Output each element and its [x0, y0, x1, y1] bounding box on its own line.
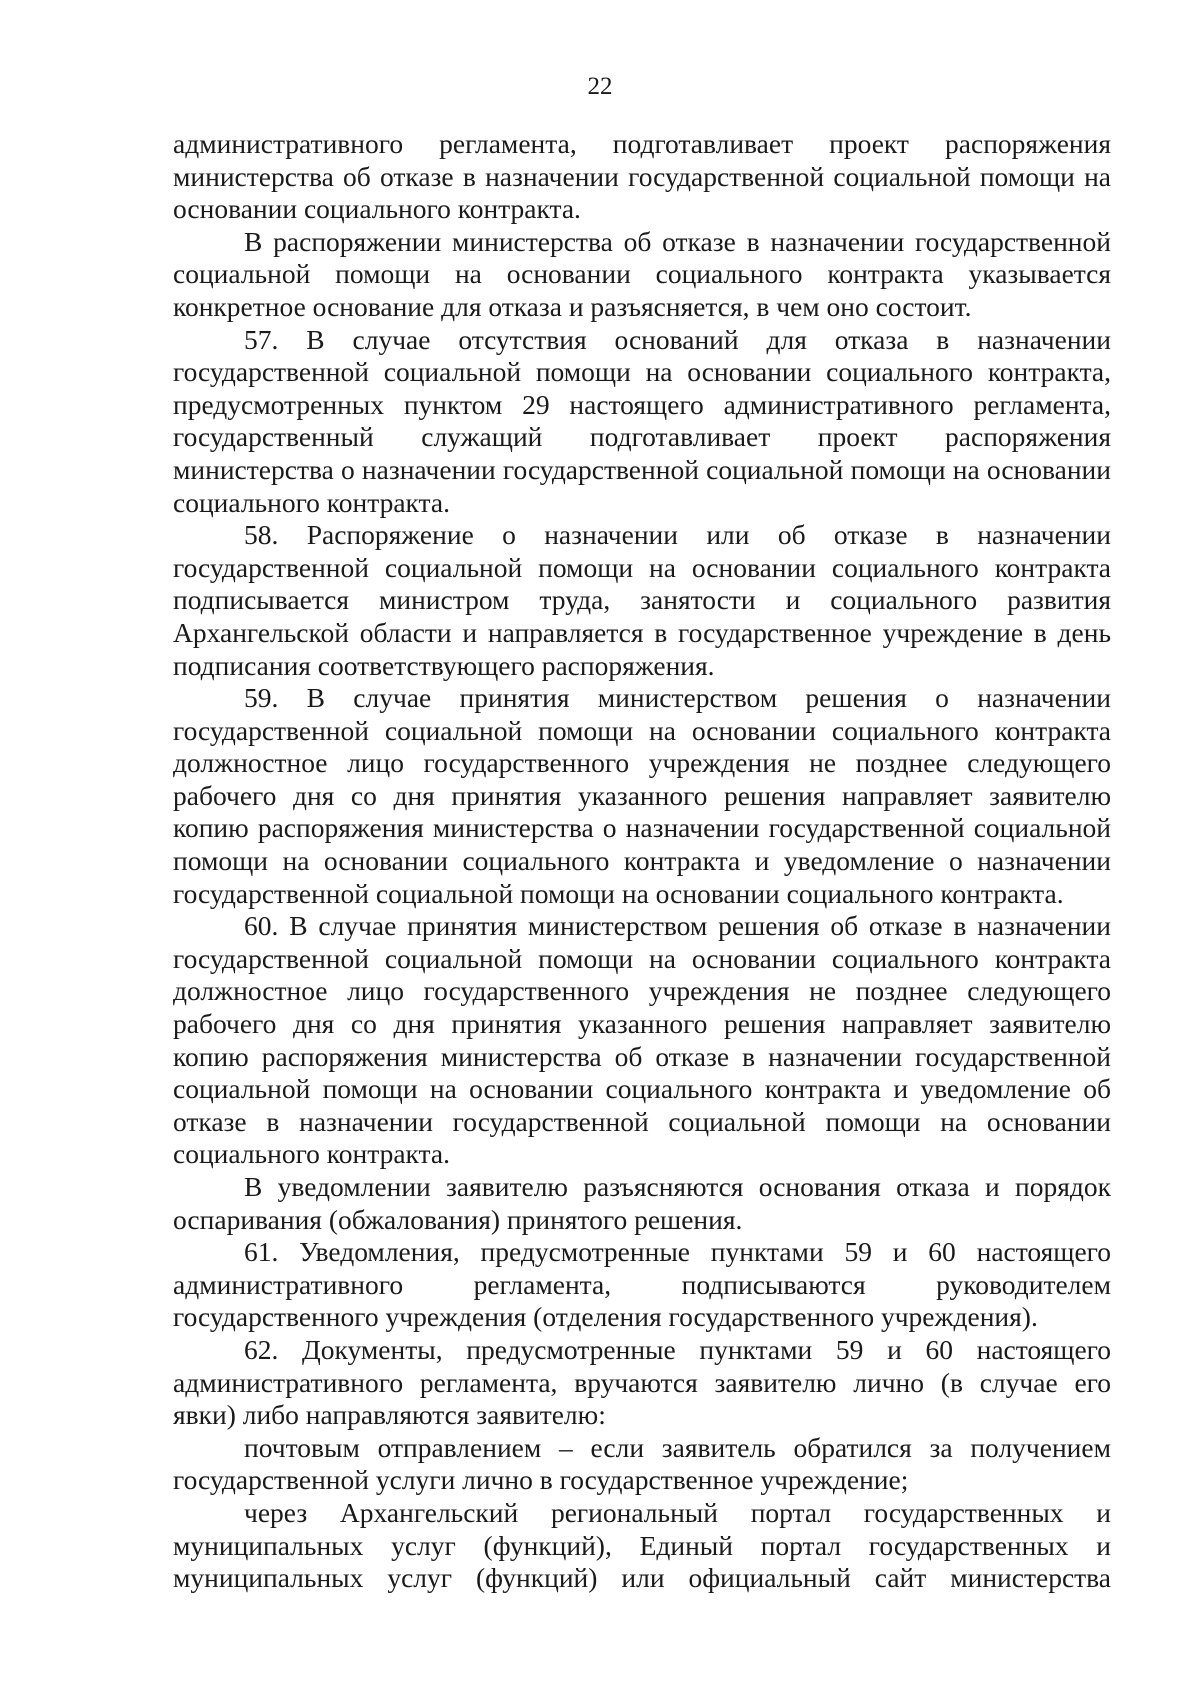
paragraph-61: 61. Уведомления, предусмотренные пунктами 59 и 60 настоящего административного регламента, подписываются руководителем государственного учреждения (отделения государственного учреждения).	[173, 1236, 1111, 1333]
paragraph-58: 58. Распоряжение о назначении или об отказе в назначении государственной социальной помощи на основании социального контракта подписывается министром труда, занятости и социального развития Архангельской области и направляется в государственное учреждение в день подписания соответствующего распоряжения.	[173, 519, 1111, 681]
paragraph-57: 57. В случае отсутствия оснований для отказа в назначении государственной социальной помощи на основании социального контракта, предусмотренных пунктом 29 настоящего административного регламента, государственный служащий подготавливает проект распоряжения министерства о назначении государственной социальной помощи на основании социального контракта.	[173, 323, 1111, 518]
paragraph-59: 59. В случае принятия министерством решения о назначении государственной социальной помощи на основании социального контракта должностное лицо государственного учреждения не позднее следующего рабочего дня со дня принятия указанного решения направляет заявителю копию распоряжения министерства о назначении государственной социальной помощи на основании социального контракта и уведомление о назначении государственной социальной помощи на основании социального контракта.	[173, 682, 1111, 909]
paragraph-refusal-order-content: В распоряжении министерства об отказе в назначении государственной социальной помощи на основании социального контракта указывается конкретное основание для отказа и разъясняется, в чем оно состоит.	[173, 225, 1111, 322]
page-number: 22	[587, 73, 613, 100]
paragraph-postal-delivery: почтовым отправлением – если заявитель обратился за получением государственной услуги лично в государственное учреждение;	[173, 1431, 1111, 1496]
paragraph-continuation: административного регламента, подготавливает проект распоряжения министерства об отказе в назначении государственной социальной помощи на основании социального контракта.	[173, 128, 1111, 225]
paragraph-62: 62. Документы, предусмотренные пунктами 59 и 60 настоящего административного регламента, вручаются заявителю лично (в случае его явки) либо направляются заявителю:	[173, 1333, 1111, 1431]
document-body	[173, 128, 1111, 1595]
paragraph-60: 60. В случае принятия министерством решения об отказе в назначении государственной социальной помощи на основании социального контракта должностное лицо государственного учреждения не позднее следующего рабочего дня со дня принятия указанного решения направляет заявителю копию распоряжения министерства об отказе в назначении государственной социальной помощи на основании социального контракта и уведомление об отказе в назначении государственной социальной помощи на основании социального контракта.	[173, 910, 1111, 1170]
paragraph-notification-explanation: В уведомлении заявителю разъясняются основания отказа и порядок оспаривания (обжалования) принятого решения.	[173, 1171, 1111, 1235]
paragraph-portal-delivery: через Архангельский региональный портал государственных и муниципальных услуг (функций), Единый портал государственных и муниципальных услуг (функций) или официальный сайт министерства	[173, 1496, 1111, 1594]
